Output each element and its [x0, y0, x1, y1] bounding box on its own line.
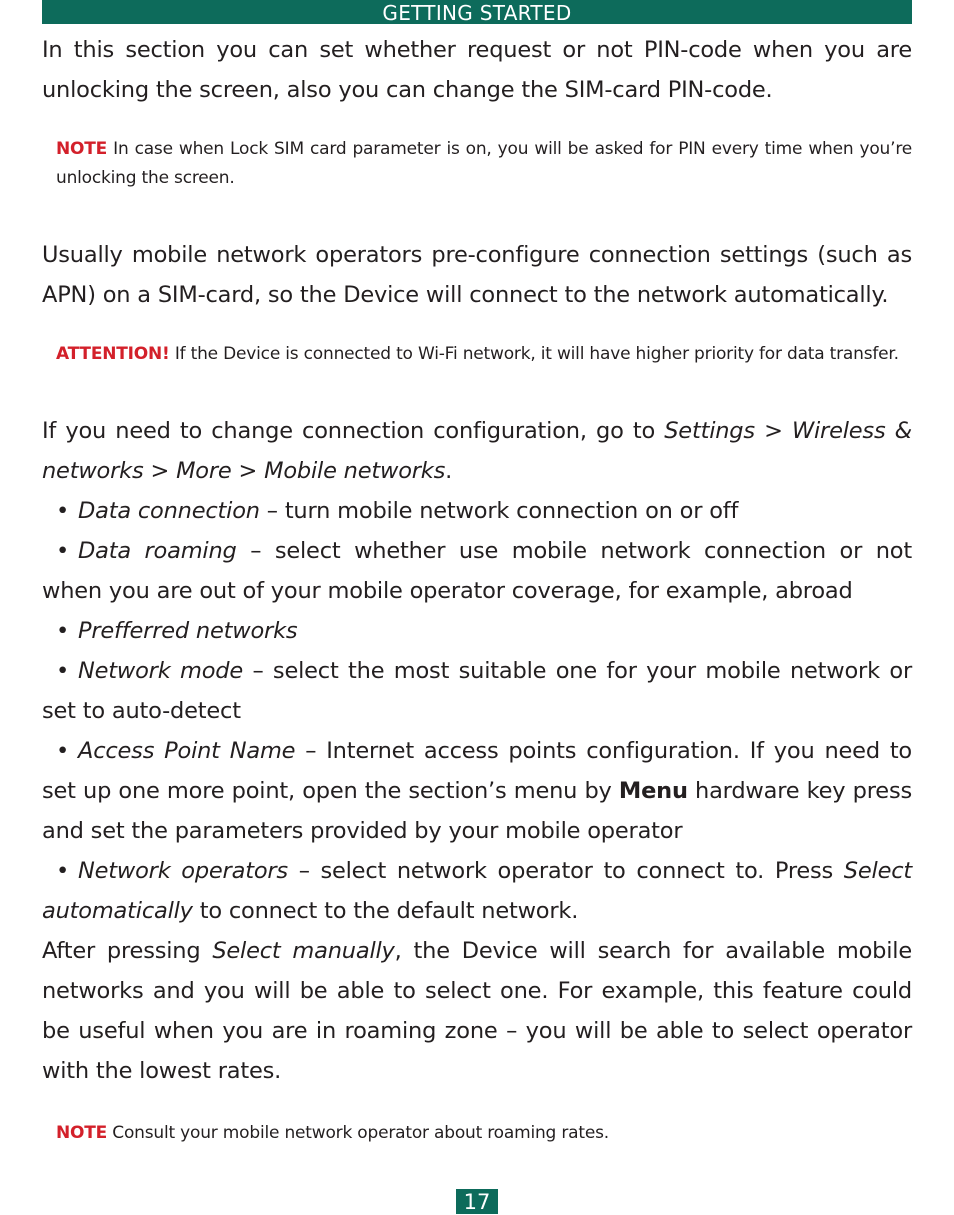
attention-label: ATTENTION!	[56, 344, 170, 364]
bullet-marker: •	[56, 858, 70, 884]
path-more: More	[176, 458, 232, 484]
bullet-network-mode	[42, 651, 912, 731]
manual-select-text: , the Device will search for available mobile networks and you will be able to select one. For example, this feature could be useful when you are in roaming zone – you will be able to select operator with the lowest rates.	[42, 938, 912, 1084]
bullet-term: Data connection	[78, 498, 260, 524]
path-separator: >	[143, 458, 177, 484]
note-roaming	[56, 1119, 912, 1148]
path-separator: >	[231, 458, 265, 484]
settings-path-intro: If you need to change connection configuration, go to	[42, 418, 665, 444]
bullet-marker: •	[56, 498, 70, 524]
bullet-marker: •	[56, 538, 70, 564]
bullet-term: Prefferred networks	[78, 618, 298, 644]
path-settings: Settings	[664, 418, 755, 444]
intro-paragraph	[42, 30, 912, 110]
path-wireless-networks: Wireless & networks	[42, 418, 912, 484]
intro-text: In this section you can set whether request or not PIN-code when you are unlocking the screen, also you can change the SIM-card PIN-code.	[42, 37, 912, 103]
bullet-text: to connect to the default network.	[192, 898, 579, 924]
page-content	[42, 30, 912, 1148]
attention-text: If the Device is connected to Wi-Fi network, it will have higher priority for data transfer.	[169, 344, 899, 364]
manual-select-intro: After pressing	[42, 938, 213, 964]
note-text: In case when Lock SIM card parameter is on, you will be asked for PIN every time when you’re unlocking the screen.	[56, 139, 912, 188]
bullet-text: – turn mobile network connection on or off	[259, 498, 739, 524]
apn-text: Usually mobile network operators pre-configure connection settings (such as APN) on a SIM-card, so the Device will connect to the network automatically.	[42, 242, 912, 308]
select-automatically-option: Select automatically	[42, 858, 913, 924]
select-manually-option: Select manually	[212, 938, 395, 964]
bullet-term: Network operators	[78, 858, 288, 884]
bullet-network-operators	[42, 851, 912, 931]
section-header	[42, 0, 912, 24]
bullet-text: – select the most suitable one for your mobile network or set to auto-detect	[42, 658, 912, 724]
bullet-marker: •	[56, 618, 70, 644]
bullet-access-point-name	[42, 731, 912, 851]
bullet-marker: •	[56, 738, 70, 764]
note-text: Consult your mobile network operator about roaming rates.	[107, 1123, 609, 1143]
menu-key-label: Menu	[618, 778, 688, 804]
note-label: NOTE	[56, 1123, 108, 1143]
bullet-term: Access Point Name	[78, 738, 296, 764]
settings-path-paragraph	[42, 411, 912, 491]
page-number	[456, 1189, 498, 1214]
bullet-text: – Internet access points configuration. If you need to set up one more point, open the section’s menu by	[42, 738, 913, 804]
page-number-text: 17	[463, 1190, 491, 1214]
path-end: .	[445, 458, 453, 484]
bullet-term: Network mode	[78, 658, 243, 684]
path-mobile-networks: Mobile networks	[264, 458, 446, 484]
path-separator: >	[754, 418, 792, 444]
attention-wifi	[56, 340, 912, 369]
bullet-marker: •	[56, 658, 70, 684]
bullet-text: – select whether use mobile network connection or not when you are out of your mobile operator coverage, for example, abroad	[42, 538, 912, 604]
note-label: NOTE	[56, 139, 108, 159]
note-pin	[56, 135, 912, 193]
bullet-data-roaming	[42, 531, 912, 611]
bullet-data-connection	[42, 491, 912, 531]
bullet-text: – select network operator to connect to. Press	[287, 858, 844, 884]
bullet-text: hardware key press and set the parameters provided by your mobile operator	[42, 778, 912, 844]
section-title: GETTING STARTED	[382, 1, 572, 25]
bullet-preferred-networks	[42, 611, 912, 651]
bullet-term: Data roaming	[78, 538, 237, 564]
apn-paragraph	[42, 235, 912, 315]
manual-select-paragraph	[42, 931, 912, 1091]
